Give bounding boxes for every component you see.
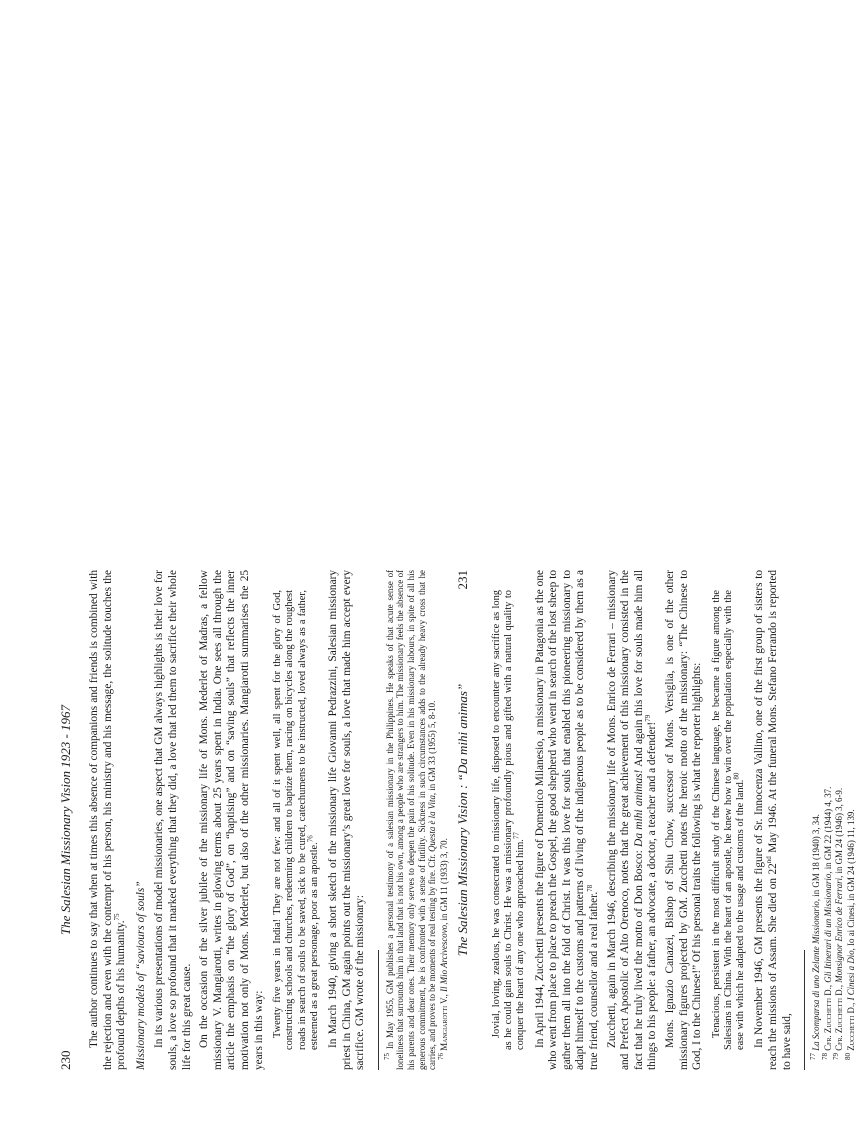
footnote-ref[interactable]: 80 (732, 772, 741, 780)
block-quote: Tenacious, persistent in the most difficult study of the Chinese language, he became a figure among the Salesians in China. With the heart of an apostle, he knew how to win over the population especially with the ease with which he adapted to the usage and customs of the land.$^{80}$ (710, 590, 747, 1050)
page-body (485, 570, 857, 1070)
running-head: The Salesian Missionary Vision : “Da mihi animas” (455, 683, 470, 957)
footnote-ref[interactable]: 79 (644, 714, 653, 722)
footnote: $^{78}$ Cfr. Zucchetti D., Gli Itinerari di un Missionario, in GM 22 (1944) 4, 37. (820, 786, 833, 1060)
footnote-ref[interactable]: 78 (586, 884, 595, 892)
footnote: $^{77}$ La Scomparsa di uno Zelante Missionario, in GM 18 (1940) 3, 34. (809, 814, 822, 1060)
paragraph: In its various presentations of model missionaries, one aspect that GM always highlights is their love for souls, a love so profound that it marked everything that they did, a love that led them to sacrifice their whole life for this great cause. (153, 570, 193, 1070)
page-body (88, 570, 449, 1070)
page-number: 231 (455, 570, 470, 590)
paragraph: Mons. Ignazio Canazei, Bishop of Shiu Chow, successor of Mons. Versiglia, is one of the other missionary figures projected by GM. Zucchetti notes the heroic motto of the missionary: “The Chinese to God, I to the Chinese!” Of his personal traits the following is what the reporter highlights: (663, 570, 704, 1070)
footnote-divider (378, 950, 379, 1070)
footnote: $^{75}$ In May 1955, GM publishes a personal testimony of a salesian missionary in the Philippines. He speaks of that acute sense of loneliness that surrounds him in that land that is not his own, among a people who are strangers to him. The missionary feels the absence of his parents and dear ones. Their memory only serves to deepen the pain of his solitude. Even in his missionary labours, in spite of all his generous commitment, he is confronted with a sense of futility. Sickness in such circumstances adds to the already heavy cross that he carries, and proves to be moments of real testing by fire. Cfr. Questa è la Vita, in GM 33 (1955) 5, 8-10. (382, 570, 438, 1070)
paragraph: In April 1944, Zucchetti presents the figure of Domenico Milanesio, a missionary in Patagonia as the one who went from place to place to preach the Gospel, the good shepherd who went in search of the lost sheep to gather them all into the fold of Christ. It was this love for souls that enabled this pioneering missionary to adapt himself to the customs and patterns of living of the indigenous people as to be considered by them as a true friend, counsellor and a real father.$^{78}$ (533, 570, 600, 1070)
footnote: $^{80}$ Zucchetti D., I Cinesi a Dio, Io ai Cinesi, in GM 24 (1946) 11, 139. (843, 809, 856, 1060)
paragraph: The author continues to say that when at times this absence of companions and friends is combined with the rejection and even with the contempt of his person, his ministry and his message, the solitude touches the profound depths of his humanity.$^{75}$ (88, 570, 128, 1070)
section-heading: Missionary models of “saviours of souls” (134, 881, 147, 1070)
paragraph: On the occasion of the silver jubilee of the missionary life of Mons. Mederlet of Madras, a fellow missionary V. Mangiarotti, writes in glowing terms about 25 years spent in India. One sees all through the article the emphasis on “the glory of God”, on “baptising” and on “saving souls” that reflects the inner motivation not only of Mons. Mederlet, but also of the other missionaries. Mangiarotti summarises the 25 years in this way: (198, 570, 265, 1070)
block-quote: Jovial, loving, zealous, he was consecrated to missionary life, disposed to encounter any sacrifice as long as he could gain souls to Christ. He was a missionary profoundly pious and gifted with a natural quality to conquer the heart of any one who approached him.$^{77}$ (491, 590, 527, 1050)
right-page (455, 570, 856, 1070)
footnote-ref[interactable]: 77 (512, 832, 521, 840)
block-quote: Twenty five years in India! They are not few: and all of it spent well, all spent for the glory of God, constructing schools and churches, redeeming children to baptize them, racing on bicycles along the roughest roads in search of souls to be saved, sick to be cured, catechumens to be instructed, loved always as a father, esteemed as a great personage, poor as an apostle.$^{76}$ (272, 590, 320, 1050)
paragraph: In November 1946, GM presents the figure of Sr. Innocenza Vallino, one of the first group of sisters to reach the missions of Assam. She died on 22nd May 1946. At the funeral Mons. Stefano Ferrando is reported to have said, (753, 570, 793, 1070)
page-number: 230 (58, 1050, 73, 1070)
page-header (58, 570, 76, 1070)
motto: Da mihi animas! (632, 769, 645, 847)
page-header (455, 570, 473, 1070)
footnote: $^{79}$ Cfr. Zucchetti D., Monsignor Enrico de Ferrari, in GM 24 (1946) 3, 6-9. (832, 787, 845, 1060)
footnote-ref[interactable]: 75 (113, 913, 122, 921)
footnote-divider (804, 950, 805, 1070)
paragraph: Zucchetti, again in March 1946, describing the missionary life of Mons. Enrico de Ferrari – missionary and Prefect Apostolic of Alto Orenoco, notes that the great achievement of this missionary consisted in the fact that he truly lived the motto of Don Bosco: Da mihi animas! And again this love for souls made him all things to his people: a father, an advocate, a doctor, a teacher and a defender!$^{79}$ (605, 570, 659, 1070)
paragraph: In March 1940, giving a short sketch of the missionary life Giovanni Pedrazzini, Salesian missionary priest in China, GM again points out the missionary’s great love for souls, a love that made him accept every sacrifice. GM wrote of the missionary: (326, 570, 367, 1070)
running-head: The Salesian Missionary Vision 1923 - 1967 (58, 704, 73, 936)
footnote-ref[interactable]: 76 (306, 835, 315, 843)
left-page (58, 570, 449, 1070)
footnote: $^{76}$ Mangiarotti V., Il Mio Arcivescovo, in GM 11 (1933) 3, 70. (436, 838, 449, 1060)
